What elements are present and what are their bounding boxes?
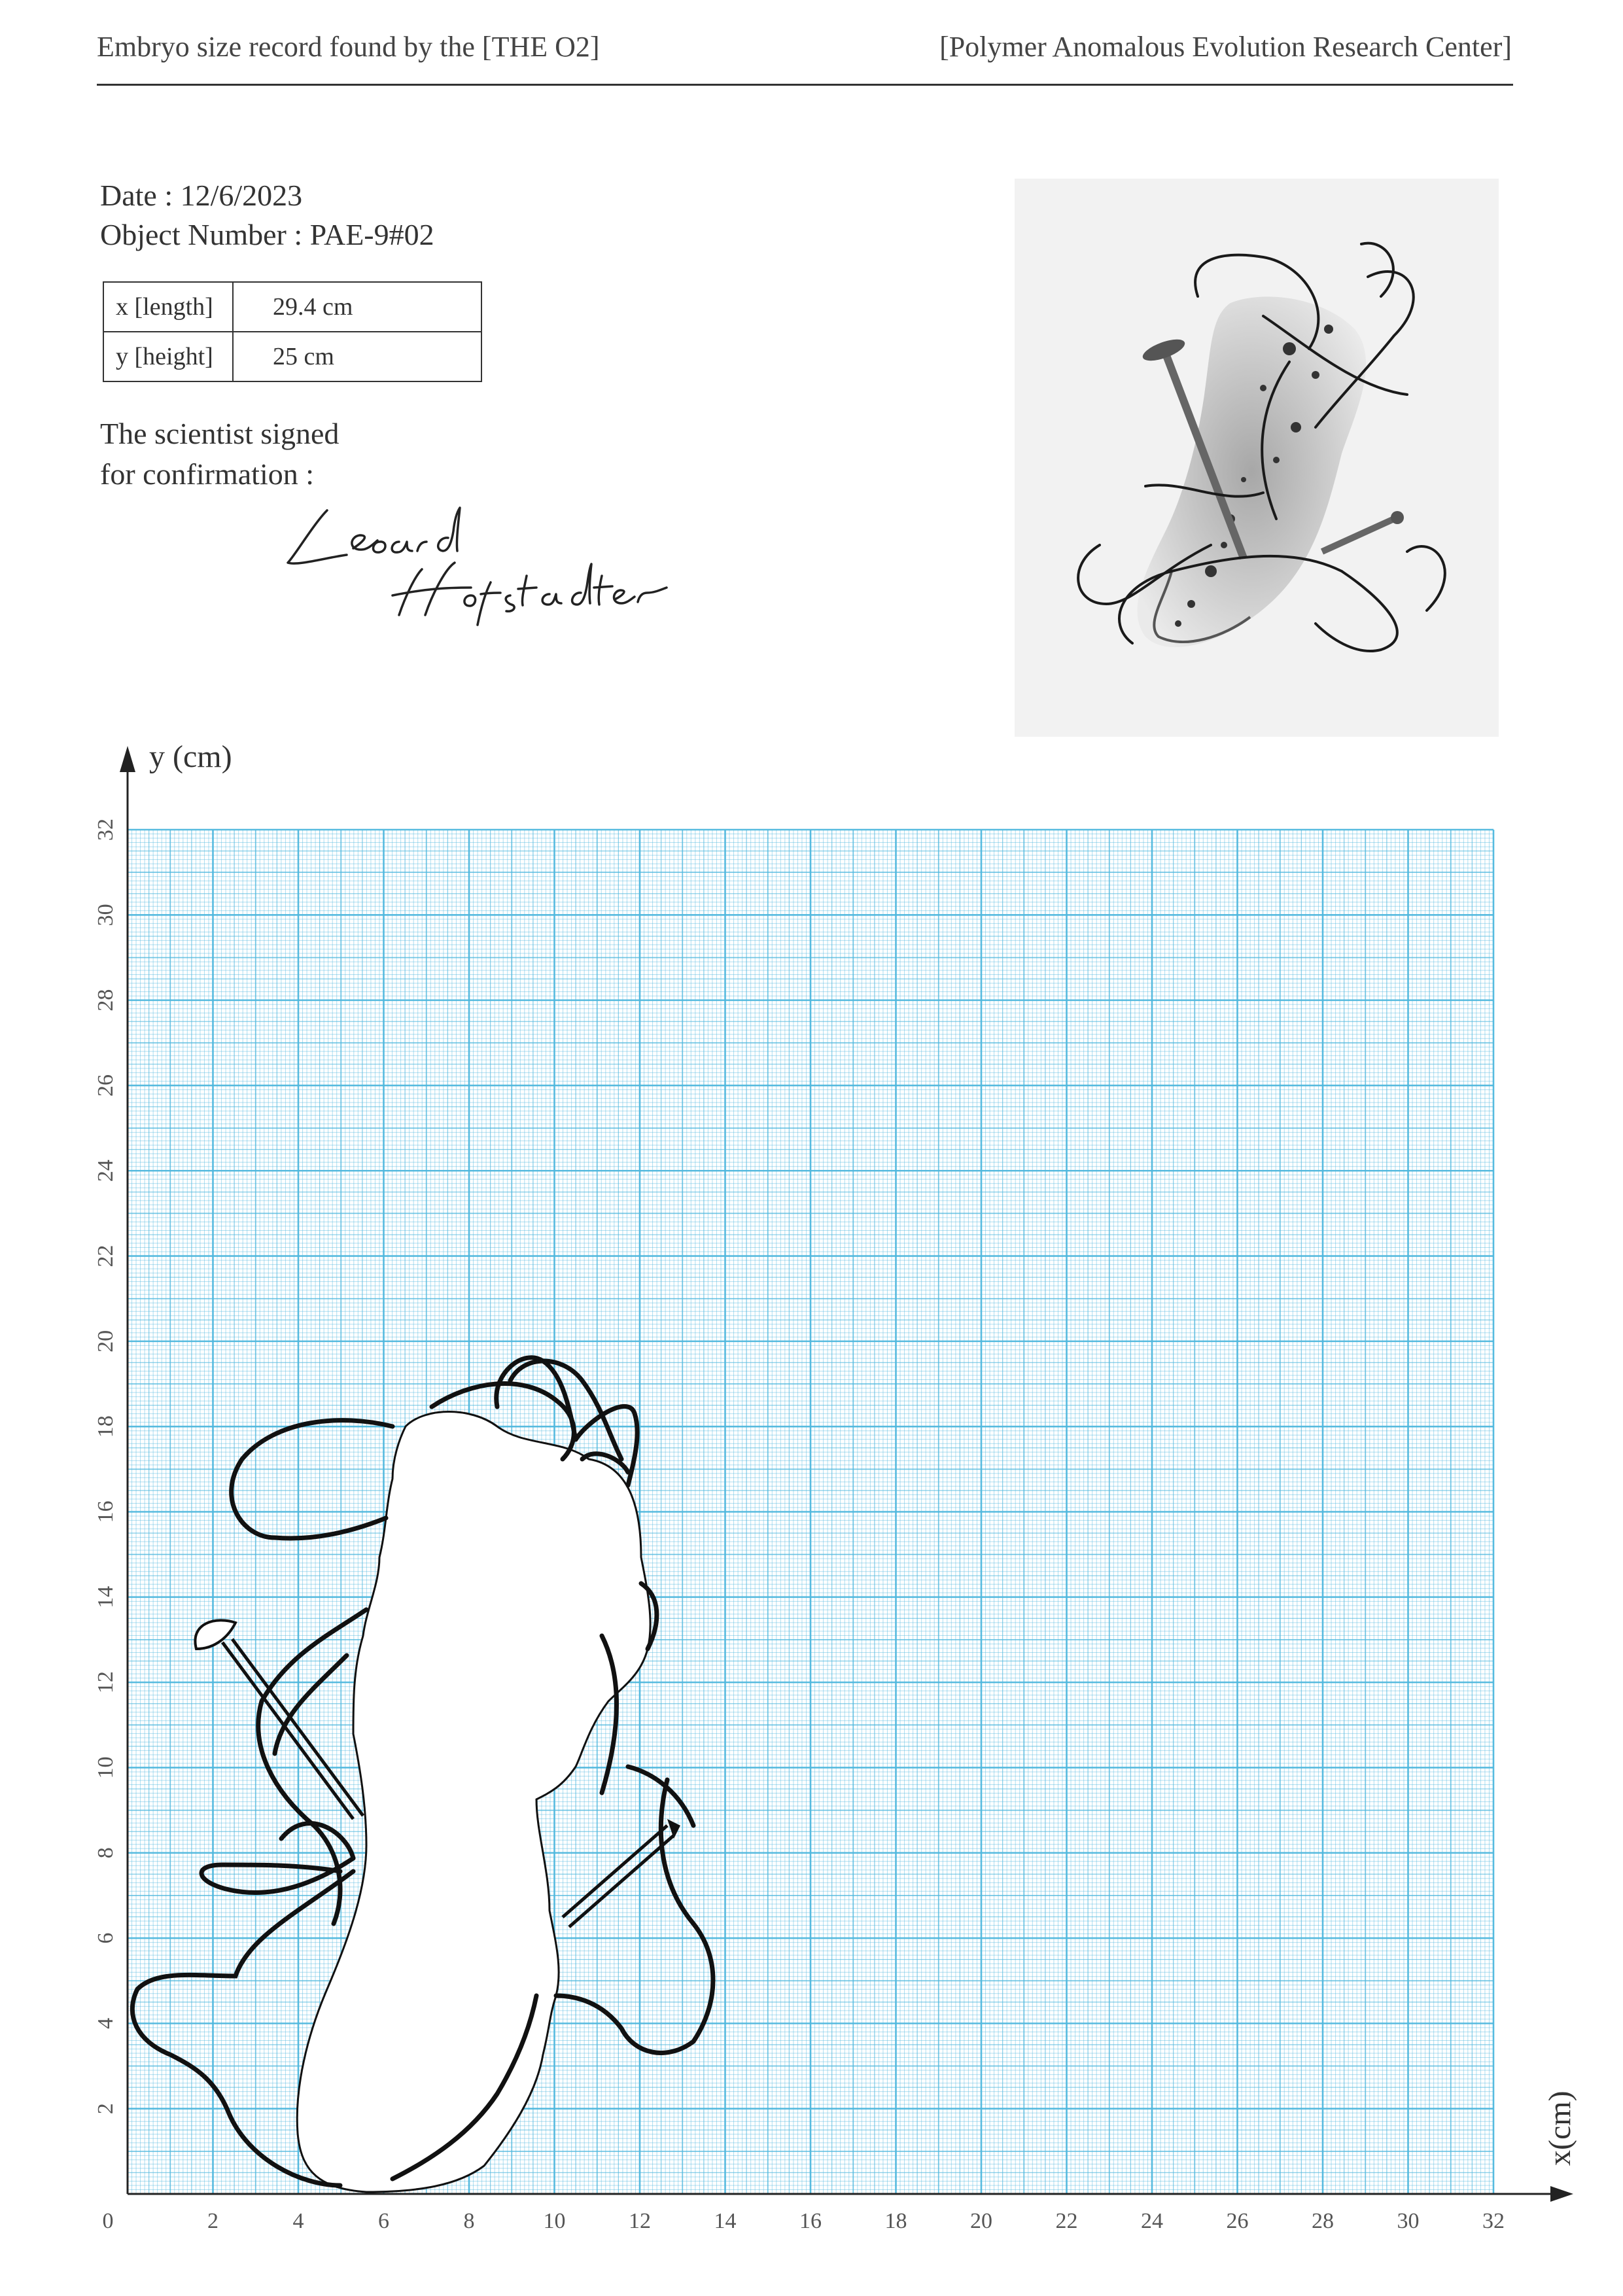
x-tick-label: 8	[463, 2209, 475, 2233]
record-date: Date : 12/6/2023	[100, 179, 303, 212]
y-tick-label: 22	[94, 1245, 118, 1267]
specimen-outline-drawing	[132, 1358, 713, 2192]
x-tick-label: 4	[292, 2209, 304, 2233]
x-tick-label: 18	[884, 2209, 907, 2233]
x-tick-label: 2	[207, 2209, 218, 2233]
header-left-text: Embryo size record found by the [THE O2]	[97, 31, 600, 63]
measure-value: 29.4 cm	[233, 282, 481, 332]
x-tick-label: 26	[1226, 2209, 1249, 2233]
header-right-text: [Polymer Anomalous Evolution Research Center]	[939, 31, 1512, 63]
x-axis-label: x(cm)	[1543, 2091, 1577, 2166]
object-number: Object Number : PAE-9#02	[100, 218, 434, 251]
y-axis-arrow-icon	[120, 746, 135, 772]
y-tick-label: 32	[94, 819, 118, 841]
x-tick-label: 0	[102, 2209, 114, 2233]
measure-label: y [height]	[103, 332, 233, 381]
y-axis-label: y (cm)	[149, 739, 232, 774]
y-tick-label: 28	[94, 989, 118, 1012]
measure-label: x [length]	[103, 282, 233, 332]
y-tick-label: 2	[94, 2103, 118, 2115]
signature-caption-line: The scientist signed	[100, 417, 340, 450]
x-tick-label: 14	[714, 2209, 737, 2233]
measure-value: 25 cm	[233, 332, 481, 381]
x-tick-label: 16	[799, 2209, 822, 2233]
signature-caption-line: for confirmation :	[100, 457, 315, 491]
y-tick-label: 8	[94, 1847, 118, 1859]
x-tick-label: 32	[1482, 2209, 1505, 2233]
y-tick-labels	[94, 819, 118, 2114]
x-tick-label: 6	[378, 2209, 389, 2233]
x-tick-label: 12	[629, 2209, 651, 2233]
y-tick-label: 4	[94, 2017, 118, 2029]
y-tick-label: 20	[94, 1330, 118, 1352]
y-tick-label: 24	[94, 1159, 118, 1182]
x-tick-label: 22	[1055, 2209, 1078, 2233]
x-tick-label: 28	[1312, 2209, 1334, 2233]
y-tick-label: 16	[94, 1500, 118, 1523]
x-tick-label: 20	[970, 2209, 992, 2233]
y-tick-label: 12	[94, 1671, 118, 1694]
x-tick-label: 30	[1397, 2209, 1420, 2233]
x-tick-label: 10	[543, 2209, 566, 2233]
x-tick-labels	[103, 2209, 1505, 2233]
x-axis-arrow-icon	[1550, 2186, 1573, 2202]
y-tick-label: 10	[94, 1756, 118, 1779]
y-tick-label: 6	[94, 1932, 118, 1944]
y-tick-label: 14	[94, 1585, 118, 1608]
x-tick-label: 24	[1141, 2209, 1163, 2233]
y-tick-label: 18	[94, 1415, 118, 1438]
y-tick-label: 30	[94, 904, 118, 927]
y-tick-label: 26	[94, 1074, 118, 1097]
